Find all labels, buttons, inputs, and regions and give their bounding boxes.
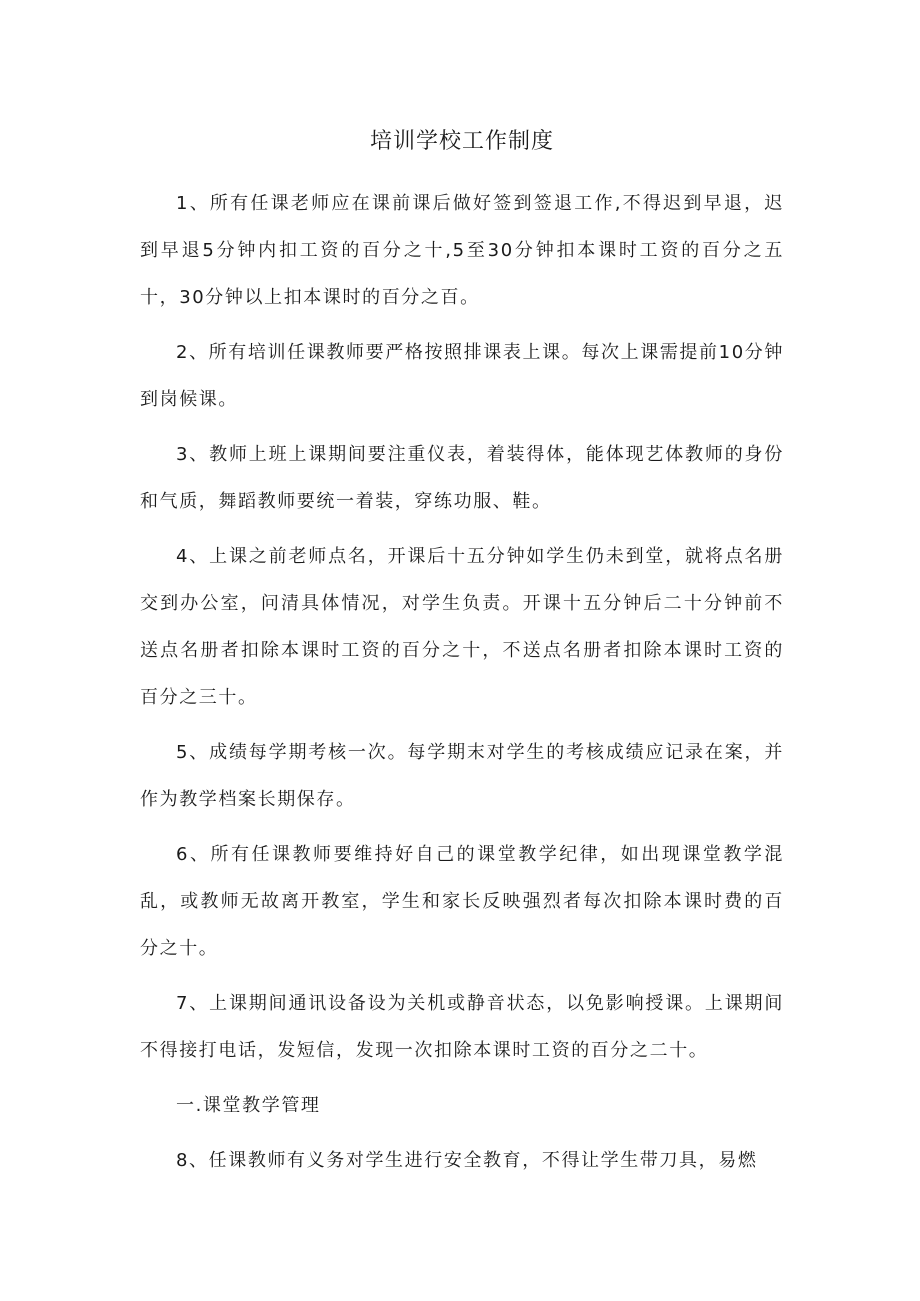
rule-paragraph-3: 3、教师上班上课期间要注重仪表，着装得体，能体现艺体教师的身份和气质，舞蹈教师要统一着装，穿练功服、鞋。: [140, 444, 784, 512]
section-heading: 一.课堂教学管理: [176, 1095, 321, 1116]
document-title: 培训学校工作制度: [369, 129, 554, 154]
rule-paragraph-6: 6、所有任课教师要维持好自己的课堂教学纪律，如出现课堂教学混乱，或教师无故离开教室，学生和家长反映强烈者每次扣除本课时费的百分之十。: [140, 844, 784, 959]
rule-paragraph-5: 5、成绩每学期考核一次。每学期末对学生的考核成绩应记录在案，并作为教学档案长期保存。: [140, 742, 784, 810]
document-page: [140, 118, 784, 1192]
rule-paragraph-4: 4、上课之前老师点名，开课后十五分钟如学生仍未到堂，就将点名册交到办公室，问清具体情况，对学生负责。开课十五分钟后二十分钟前不送点名册者扣除本课时工资的百分之十，不送点名册者扣除本课时工资的百分之三十。: [140, 546, 784, 708]
rule-paragraph-1: 1、所有任课老师应在课前课后做好签到签退工作,不得迟到早退，迟到早退5分钟内扣工资的百分之十,5至30分钟扣本课时工资的百分之五十，30分钟以上扣本课时的百分之百。: [140, 193, 784, 308]
rule-paragraph-2: 2、所有培训任课教师要严格按照排课表上课。每次上课需提前10分钟到岗候课。: [140, 342, 784, 410]
rule-paragraph-8: 8、任课教师有义务对学生进行安全教育，不得让学生带刀具，易燃: [176, 1150, 758, 1171]
rule-paragraph-7: 7、上课期间通讯设备设为关机或静音状态，以免影响授课。上课期间不得接打电话，发短信，发现一次扣除本课时工资的百分之二十。: [140, 993, 784, 1061]
